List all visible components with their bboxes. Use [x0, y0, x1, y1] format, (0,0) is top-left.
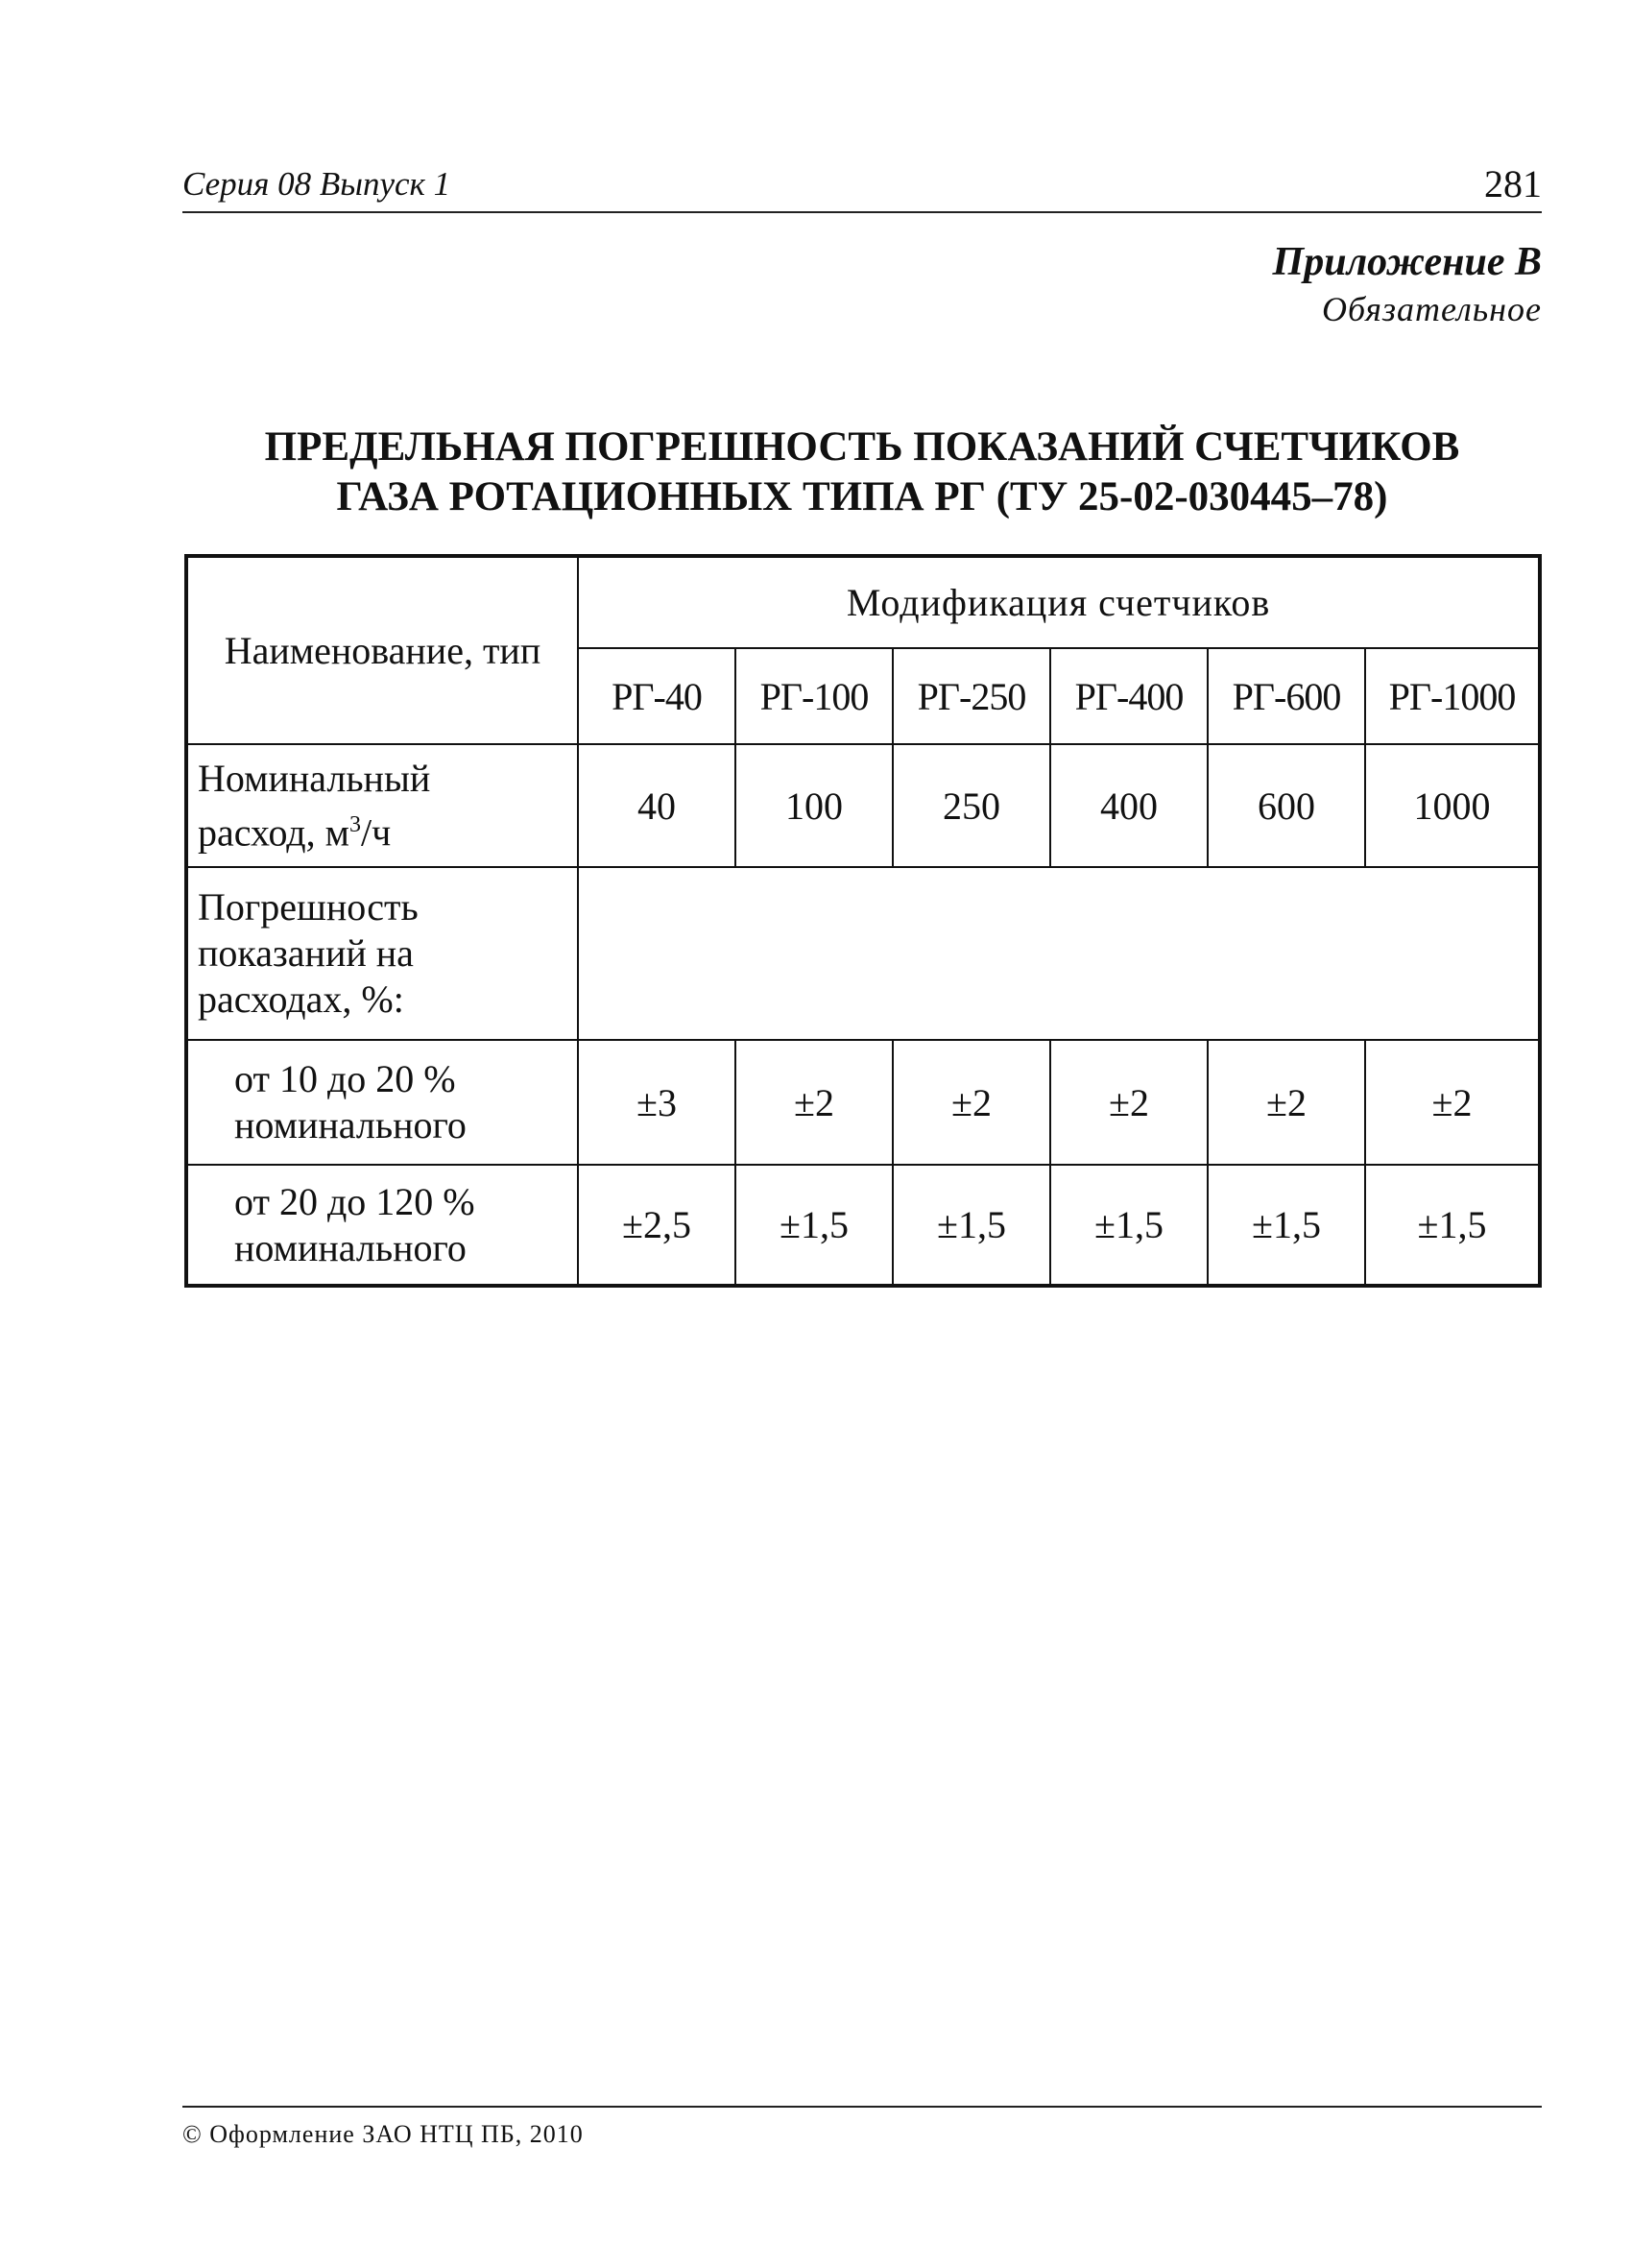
table-cell: 1000: [1365, 744, 1540, 867]
table-row: [186, 1040, 1540, 1165]
table-cell: 40: [578, 744, 735, 867]
table-cell: ±1,5: [735, 1165, 893, 1286]
table-cell: ±2: [1208, 1040, 1365, 1165]
table-row: [186, 1165, 1540, 1286]
range-label: от 10 до 20 % номинального: [186, 1040, 578, 1165]
table-cell: ±1,5: [1208, 1165, 1365, 1286]
name-type-header: Наименование, тип: [186, 556, 578, 744]
flow-label: [186, 744, 578, 867]
appendix-block: [1273, 238, 1542, 332]
table-cell: 250: [893, 744, 1050, 867]
table-cell: ±3: [578, 1040, 735, 1165]
footer-rule: [182, 2106, 1542, 2108]
table-cell: ±1,5: [1050, 1165, 1208, 1286]
flow-unit-suffix: /ч: [360, 810, 392, 855]
column-header: РГ-100: [735, 648, 893, 744]
flow-label-line-2: расход, м: [198, 810, 349, 855]
table-cell: ±2: [1050, 1040, 1208, 1165]
table-cell: 100: [735, 744, 893, 867]
table-cell: ±1,5: [1365, 1165, 1540, 1286]
column-header: РГ-600: [1208, 648, 1365, 744]
range-label: от 20 до 120 % номинального: [186, 1165, 578, 1286]
table-cell: 400: [1050, 744, 1208, 867]
column-header: РГ-40: [578, 648, 735, 744]
modification-header: Модификация счетчиков: [578, 556, 1540, 648]
error-label: Погрешность показаний на расходах, %:: [186, 867, 578, 1040]
column-header: РГ-250: [893, 648, 1050, 744]
table-row: [186, 744, 1540, 867]
table-cell: 600: [1208, 744, 1365, 867]
table-cell: ±1,5: [893, 1165, 1050, 1286]
empty-cell: [578, 867, 1540, 1040]
table-cell: ±2: [735, 1040, 893, 1165]
flow-unit-superscript: 3: [348, 811, 361, 837]
table-row: [186, 867, 1540, 1040]
table-cell: ±2,5: [578, 1165, 735, 1286]
table-cell: ±2: [893, 1040, 1050, 1165]
footer-copyright: © Оформление ЗАО НТЦ ПБ, 2010: [182, 2120, 584, 2148]
table-cell: ±2: [1365, 1040, 1540, 1165]
column-header: РГ-1000: [1365, 648, 1540, 744]
column-header: РГ-400: [1050, 648, 1208, 744]
document-title-line-1: ПРЕДЕЛЬНАЯ ПОГРЕШНОСТЬ ПОКАЗАНИЙ СЧЕТЧИКОВ: [264, 424, 1460, 470]
appendix-status: Обязательное: [1322, 290, 1542, 328]
series-label: Серия 08 Выпуск 1: [182, 165, 451, 203]
table-header-row: [186, 556, 1540, 648]
error-table: [184, 554, 1542, 1288]
appendix-title: Приложение В: [1272, 240, 1542, 284]
flow-label-line-1: Номинальный: [198, 756, 431, 800]
header-rule: [182, 211, 1542, 213]
document-title-line-2: ГАЗА РОТАЦИОННЫХ ТИПА РГ (ТУ 25-02-030445–78): [336, 474, 1388, 519]
running-header: [182, 162, 1542, 211]
document-title: [182, 422, 1542, 522]
page-number: 281: [1484, 162, 1542, 205]
